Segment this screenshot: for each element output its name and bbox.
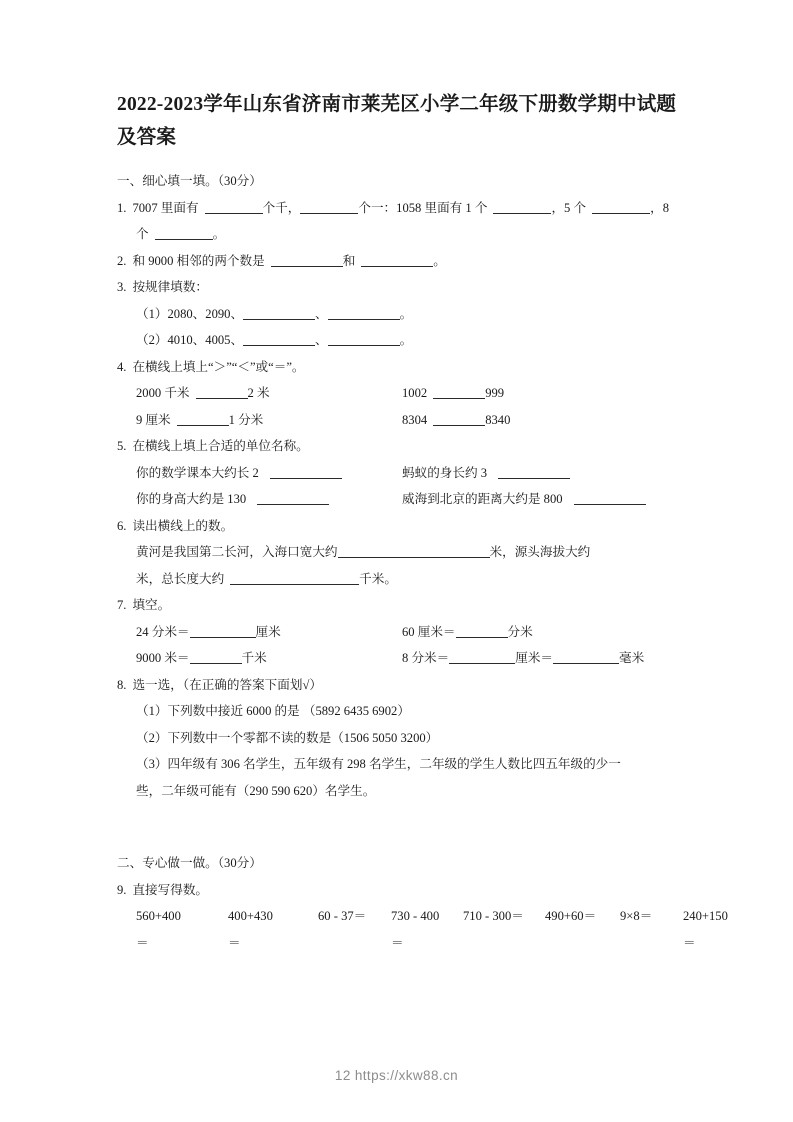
question-3-number: 3. — [117, 280, 127, 294]
q4-r1-left-a: 2000 千米 — [136, 386, 190, 400]
blank-q1-4[interactable] — [592, 201, 650, 214]
arith-eq-8: ＝ — [683, 935, 696, 950]
section-divider-space — [117, 804, 683, 846]
question-3 — [117, 274, 683, 354]
question-2-text-b: 和 — [342, 253, 356, 268]
question-1-line-2 — [117, 221, 683, 248]
blank-q3-1a[interactable] — [243, 307, 315, 320]
q4-r2-left-a: 9 厘米 — [136, 412, 171, 427]
question-1-number: 1. — [117, 200, 127, 215]
question-7-number: 7. — [117, 598, 127, 612]
document-body — [117, 88, 728, 956]
q4-r2-right-a: 8304 — [402, 412, 428, 427]
question-8-sub-1-text: 下列数中接近 6000 的是 （5892 6435 6902） — [167, 704, 410, 718]
q6-text-a: 黄河是我国第二长河，入海口宽大约 — [136, 545, 338, 559]
question-4-number: 4. — [117, 359, 127, 374]
question-3-sub-1 — [117, 301, 683, 328]
question-9-arith-row-1 — [117, 903, 728, 930]
question-9-number: 9. — [117, 882, 127, 897]
q7-r1-right-a: 60 厘米＝ — [402, 624, 456, 639]
blank-q3-1b[interactable] — [328, 307, 400, 320]
q5-r2-right: 威海到北京的距离大约是 800 — [402, 492, 563, 506]
arith-expr-2: 400+430 — [228, 909, 273, 923]
blank-q5-3[interactable] — [257, 492, 329, 505]
question-6-number: 6. — [117, 518, 127, 533]
q6-text-c: 米，总长度大约 — [136, 571, 225, 586]
blank-q7-2[interactable] — [456, 625, 508, 638]
question-8-prompt: 选一选，（在正确的答案下面划√） — [132, 677, 322, 692]
blank-q6-2[interactable] — [230, 572, 359, 585]
q7-r2-right-c: 毫米 — [619, 651, 645, 665]
q5-r1-left: 你的数学课本大约长 2 — [136, 465, 259, 480]
question-3-sub-1-label: （1） — [136, 306, 168, 321]
question-5-row-2-left — [117, 486, 402, 513]
q4-r1-left-b: 2 米 — [247, 386, 270, 400]
question-2-line-1 — [117, 248, 683, 275]
question-5-prompt: 在横线上填上合适的单位名称。 — [132, 439, 309, 453]
question-7-prompt: 填空。 — [132, 598, 171, 612]
question-1-text-a: 7007 里面有 — [132, 200, 199, 215]
question-1-text-b: 个千， — [262, 200, 301, 215]
arith-eq-1: ＝ — [136, 935, 149, 950]
question-1-text-e: ，8 — [650, 200, 669, 215]
question-1-text-f: 个 — [136, 227, 149, 241]
blank-q7-1[interactable] — [190, 625, 256, 638]
question-8-sub-3-text-2: 些，二年级可能有（290 590 620）名学生。 — [136, 783, 376, 798]
blank-q5-2[interactable] — [498, 466, 570, 479]
q7-r1-left-a: 24 分米＝ — [136, 624, 190, 639]
arith-expr-4: 730 - 400 — [391, 909, 440, 923]
section-heading-2: 二、专心做一做。（30分） — [117, 856, 262, 870]
question-8 — [117, 672, 683, 805]
question-1-text-g: 。 — [212, 227, 226, 241]
question-5 — [117, 433, 683, 513]
question-8-sub-1[interactable] — [117, 698, 683, 725]
blank-q4-1[interactable] — [196, 386, 248, 399]
arith-expr-1: 560+400 — [136, 909, 181, 923]
question-7-row-1-right — [402, 619, 683, 646]
question-9-prompt-line — [117, 877, 683, 904]
arith-expr-8: 240+150 — [683, 909, 728, 923]
question-3-prompt-line — [117, 274, 683, 301]
question-9-prompt: 直接写得数。 — [132, 882, 209, 897]
blank-q3-2a[interactable] — [243, 333, 315, 346]
q4-r1-right-b: 999 — [485, 386, 505, 400]
q4-r2-right-b: 8340 — [485, 412, 511, 427]
question-2-text-c: 。 — [433, 253, 446, 268]
question-5-row-2 — [117, 486, 683, 513]
question-4-row-1 — [117, 380, 683, 407]
question-4 — [117, 354, 683, 434]
arith-expr-6: 490+60＝ — [545, 909, 597, 923]
question-1-text-d: ，5 个 — [551, 200, 587, 215]
question-3-sub-2 — [117, 327, 683, 354]
arith-expr-3: 60 - 37＝ — [318, 909, 367, 923]
q6-text-b: 米，源头海拔大约 — [489, 545, 591, 559]
q7-r2-right-b: 厘米＝ — [515, 651, 554, 665]
question-3-sub-1-end: 。 — [399, 306, 413, 321]
blank-q7-4[interactable] — [449, 651, 515, 664]
question-4-prompt-line — [117, 354, 683, 381]
question-5-row-1-right — [402, 460, 683, 487]
question-3-sub-1-text: 2080、2090、 — [167, 306, 244, 321]
q4-r1-right-a: 1002 — [402, 386, 428, 400]
question-3-sub-2-end: 。 — [399, 333, 413, 347]
arith-expr-7: 9×8＝ — [620, 909, 653, 923]
arith-eq-2: ＝ — [228, 935, 241, 950]
question-6-prompt-line — [117, 513, 683, 540]
q5-r2-left: 你的身高大约是 130 — [136, 492, 247, 506]
question-8-sub-3-text-1: 四年级有 306 名学生，五年级有 298 名学生，二年级的学生人数比四五年级的少一 — [167, 757, 621, 771]
question-8-sub-3-line-1[interactable] — [117, 751, 683, 778]
question-2-text-a: 和 9000 相邻的两个数是 — [132, 253, 265, 268]
blank-q1-1[interactable] — [205, 201, 263, 214]
page-watermark: 12 https://xkw88.cn — [334, 1068, 459, 1083]
question-9 — [117, 877, 728, 957]
question-7 — [117, 592, 683, 672]
question-9-arith-row-2 — [117, 930, 696, 957]
question-8-prompt-line — [117, 672, 683, 699]
question-5-row-2-right — [402, 486, 683, 513]
blank-q4-2[interactable] — [433, 386, 485, 399]
question-2-number: 2. — [117, 253, 127, 268]
blank-q1-2[interactable] — [300, 201, 358, 214]
blank-q1-3[interactable] — [493, 201, 551, 214]
question-6-line-2 — [117, 566, 683, 593]
question-8-sub-3-label: （3） — [136, 757, 168, 771]
blank-q4-3[interactable] — [177, 413, 229, 426]
question-4-row-2 — [117, 407, 683, 434]
question-5-number: 5. — [117, 439, 127, 453]
question-6-prompt: 读出横线上的数。 — [132, 518, 234, 533]
question-8-sub-1-label: （1） — [136, 704, 168, 718]
question-3-sub-2-sep: 、 — [315, 333, 328, 347]
blank-q5-1[interactable] — [270, 466, 342, 479]
question-7-row-1 — [117, 619, 683, 646]
question-8-sub-2[interactable] — [117, 725, 683, 752]
arith-eq-4: ＝ — [391, 935, 404, 950]
q7-r1-left-b: 厘米 — [255, 624, 281, 639]
blank-q4-4[interactable] — [433, 413, 485, 426]
question-3-sub-1-sep: 、 — [315, 306, 328, 321]
question-3-prompt: 按规律填数： — [132, 280, 209, 294]
question-5-row-1-left — [117, 460, 402, 487]
question-7-row-2-left — [117, 645, 402, 672]
q7-r2-right-a: 8 分米＝ — [402, 651, 450, 665]
q7-r2-left-b: 千米 — [241, 651, 267, 665]
q4-r2-left-b: 1 分米 — [228, 412, 264, 427]
question-3-sub-2-text: 4010、4005、 — [167, 333, 244, 347]
q5-r1-right: 蚂蚁的身长约 3 — [402, 465, 488, 480]
question-4-prompt: 在横线上填上“＞”“＜”或“＝”。 — [132, 359, 305, 374]
blank-q7-5[interactable] — [553, 651, 619, 664]
q7-r2-left-a: 9000 米＝ — [136, 651, 190, 665]
question-1-line-1 — [117, 195, 683, 222]
question-8-sub-2-text: 下列数中一个零都不读的数是（1506 5050 3200） — [167, 730, 439, 745]
question-2 — [117, 248, 683, 275]
q6-text-d: 千米。 — [359, 571, 397, 586]
blank-q7-3[interactable] — [190, 651, 242, 664]
question-7-row-1-left — [117, 619, 402, 646]
question-7-row-2-right — [402, 645, 683, 672]
q7-r1-right-b: 分米 — [507, 624, 533, 639]
arith-expr-5: 710 - 300＝ — [463, 909, 524, 923]
page-title: 2022-2023学年山东省济南市莱芜区小学二年级下册数学期中试题及答案 — [117, 94, 677, 148]
question-7-prompt-line — [117, 592, 683, 619]
question-1-text-c: 个一：1058 里面有 1 个 — [358, 200, 488, 215]
question-6-line-1 — [117, 539, 683, 566]
question-8-sub-2-label: （2） — [136, 730, 168, 745]
blank-q6-1[interactable] — [338, 545, 490, 558]
question-8-number: 8. — [117, 677, 127, 692]
blank-q1-5[interactable] — [155, 227, 213, 240]
question-7-row-2 — [117, 645, 683, 672]
question-5-prompt-line — [117, 433, 683, 460]
question-4-row-1-right — [402, 380, 683, 407]
question-4-row-2-left — [117, 407, 402, 434]
blank-q5-4[interactable] — [574, 492, 646, 505]
question-4-row-2-right — [402, 407, 683, 434]
section-heading-1: 一、细心填一填。（30分） — [117, 174, 262, 188]
question-5-row-1 — [117, 460, 683, 487]
question-8-sub-3-line-2[interactable] — [117, 778, 683, 805]
question-1 — [117, 195, 683, 248]
blank-q2-2[interactable] — [361, 254, 433, 267]
blank-q3-2b[interactable] — [328, 333, 400, 346]
question-3-sub-2-label: （2） — [136, 333, 168, 347]
question-4-row-1-left — [117, 380, 402, 407]
blank-q2-1[interactable] — [271, 254, 343, 267]
question-6 — [117, 513, 683, 593]
